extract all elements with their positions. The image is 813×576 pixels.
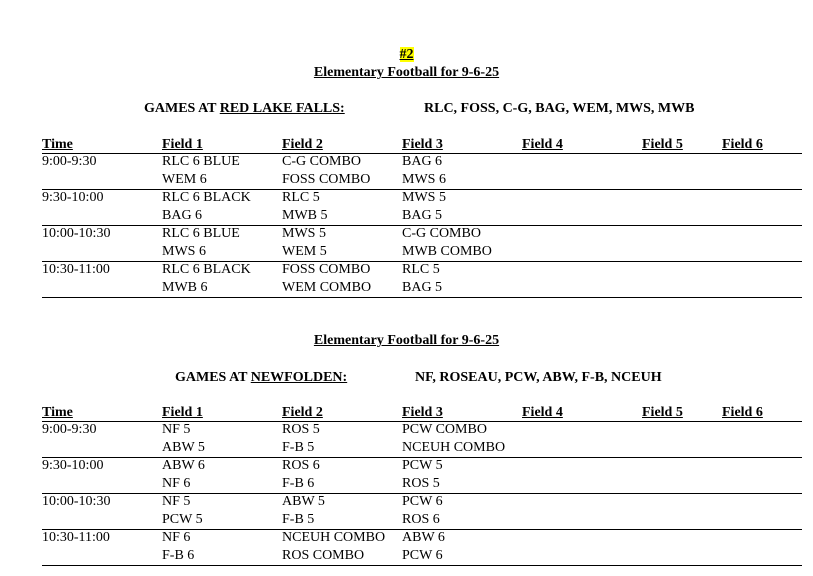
matchup-team: RLC 6 BLACK xyxy=(162,262,251,277)
matchup-team: MWB COMBO xyxy=(402,244,492,259)
matchup-team: ABW 5 xyxy=(282,494,325,509)
matchup-team: NCEUH COMBO xyxy=(402,440,506,455)
table-row xyxy=(42,262,802,298)
matchup-team: ROS 5 xyxy=(282,422,320,437)
column-header: Field 5 xyxy=(642,137,683,152)
table-header-row xyxy=(42,405,802,422)
matchup-team: ABW 6 xyxy=(162,458,205,473)
matchup-team: ABW 5 xyxy=(162,440,205,455)
section1-location: RED LAKE FALLS: xyxy=(219,101,345,116)
matchup-team: C-G COMBO xyxy=(402,226,481,241)
matchup-team: RLC 6 BLUE xyxy=(162,154,240,169)
matchup-team: WEM COMBO xyxy=(282,280,372,295)
matchup-team: FOSS COMBO xyxy=(282,262,371,277)
section2-title: Elementary Football for 9-6-25 xyxy=(313,333,500,348)
time-slot: 9:30-10:00 xyxy=(42,458,104,473)
matchup-team: WEM 5 xyxy=(282,244,327,259)
column-header: Field 6 xyxy=(722,137,763,152)
column-header: Field 1 xyxy=(162,137,203,152)
matchup-team: BAG 5 xyxy=(402,280,443,295)
column-header: Time xyxy=(42,405,73,420)
matchup-team: F-B 5 xyxy=(282,512,315,527)
matchup-team: PCW 5 xyxy=(402,458,443,473)
matchup-team: MWS 6 xyxy=(402,172,446,187)
matchup-team: F-B 6 xyxy=(162,548,195,563)
section1-title: Elementary Football for 9-6-25 xyxy=(313,65,500,80)
matchup-team: RLC 6 BLUE xyxy=(162,226,240,241)
column-header: Field 3 xyxy=(402,137,443,152)
column-header: Field 5 xyxy=(642,405,683,420)
matchup-team: PCW 6 xyxy=(402,494,443,509)
table-row xyxy=(42,494,802,530)
matchup-team: PCW COMBO xyxy=(402,422,487,437)
table-row xyxy=(42,190,802,226)
matchup-team: RLC 5 xyxy=(282,190,320,205)
column-header: Field 3 xyxy=(402,405,443,420)
matchup-team: MWS 5 xyxy=(282,226,326,241)
matchup-team: ABW 6 xyxy=(402,530,445,545)
table-row xyxy=(42,530,802,566)
matchup-team: NCEUH COMBO xyxy=(282,530,386,545)
matchup-team: MWS 5 xyxy=(402,190,446,205)
matchup-team: ROS COMBO xyxy=(282,548,365,563)
time-slot: 9:00-9:30 xyxy=(42,422,97,437)
matchup-team: MWB 5 xyxy=(282,208,328,223)
section1-games-at: GAMES AT RED LAKE FALLS: xyxy=(144,101,345,116)
table-row xyxy=(42,422,802,458)
time-slot: 9:30-10:00 xyxy=(42,190,104,205)
column-header: Time xyxy=(42,137,73,152)
matchup-team: NF 6 xyxy=(162,530,191,545)
matchup-team: C-G COMBO xyxy=(282,154,361,169)
matchup-team: FOSS COMBO xyxy=(282,172,371,187)
section2-teams: NF, ROSEAU, PCW, ABW, F-B, NCEUH xyxy=(415,370,662,385)
matchup-team: PCW 6 xyxy=(402,548,443,563)
table-header-row xyxy=(42,137,802,154)
matchup-team: F-B 5 xyxy=(282,440,315,455)
matchup-team: RLC 6 BLACK xyxy=(162,190,251,205)
matchup-team: NF 6 xyxy=(162,476,191,491)
time-slot: 9:00-9:30 xyxy=(42,154,97,169)
column-header: Field 4 xyxy=(522,137,563,152)
matchup-team: WEM 6 xyxy=(162,172,207,187)
table-row xyxy=(42,226,802,262)
time-slot: 10:00-10:30 xyxy=(42,494,111,509)
matchup-team: RLC 5 xyxy=(402,262,440,277)
matchup-team: MWB 6 xyxy=(162,280,208,295)
table-row xyxy=(42,458,802,494)
matchup-team: MWS 6 xyxy=(162,244,206,259)
matchup-team: F-B 6 xyxy=(282,476,315,491)
section1-schedule-table xyxy=(42,137,802,298)
matchup-team: BAG 6 xyxy=(162,208,203,223)
matchup-team: BAG 5 xyxy=(402,208,443,223)
time-slot: 10:30-11:00 xyxy=(42,262,110,277)
section2-location: NEWFOLDEN: xyxy=(250,370,348,385)
matchup-team: NF 5 xyxy=(162,494,191,509)
column-header: Field 4 xyxy=(522,405,563,420)
matchup-team: BAG 6 xyxy=(402,154,443,169)
table-row xyxy=(42,154,802,190)
matchup-team: ROS 6 xyxy=(402,512,440,527)
matchup-team: ROS 5 xyxy=(402,476,440,491)
column-header: Field 6 xyxy=(722,405,763,420)
section1-teams: RLC, FOSS, C-G, BAG, WEM, MWS, MWB xyxy=(424,101,695,116)
column-header: Field 2 xyxy=(282,405,323,420)
matchup-team: NF 5 xyxy=(162,422,191,437)
section2-schedule-table xyxy=(42,405,802,566)
time-slot: 10:00-10:30 xyxy=(42,226,111,241)
column-header: Field 1 xyxy=(162,405,203,420)
matchup-team: PCW 5 xyxy=(162,512,203,527)
matchup-team: ROS 6 xyxy=(282,458,320,473)
time-slot: 10:30-11:00 xyxy=(42,530,110,545)
document-number: #2 xyxy=(399,47,414,62)
column-header: Field 2 xyxy=(282,137,323,152)
section2-games-at: GAMES AT NEWFOLDEN: xyxy=(175,370,348,385)
